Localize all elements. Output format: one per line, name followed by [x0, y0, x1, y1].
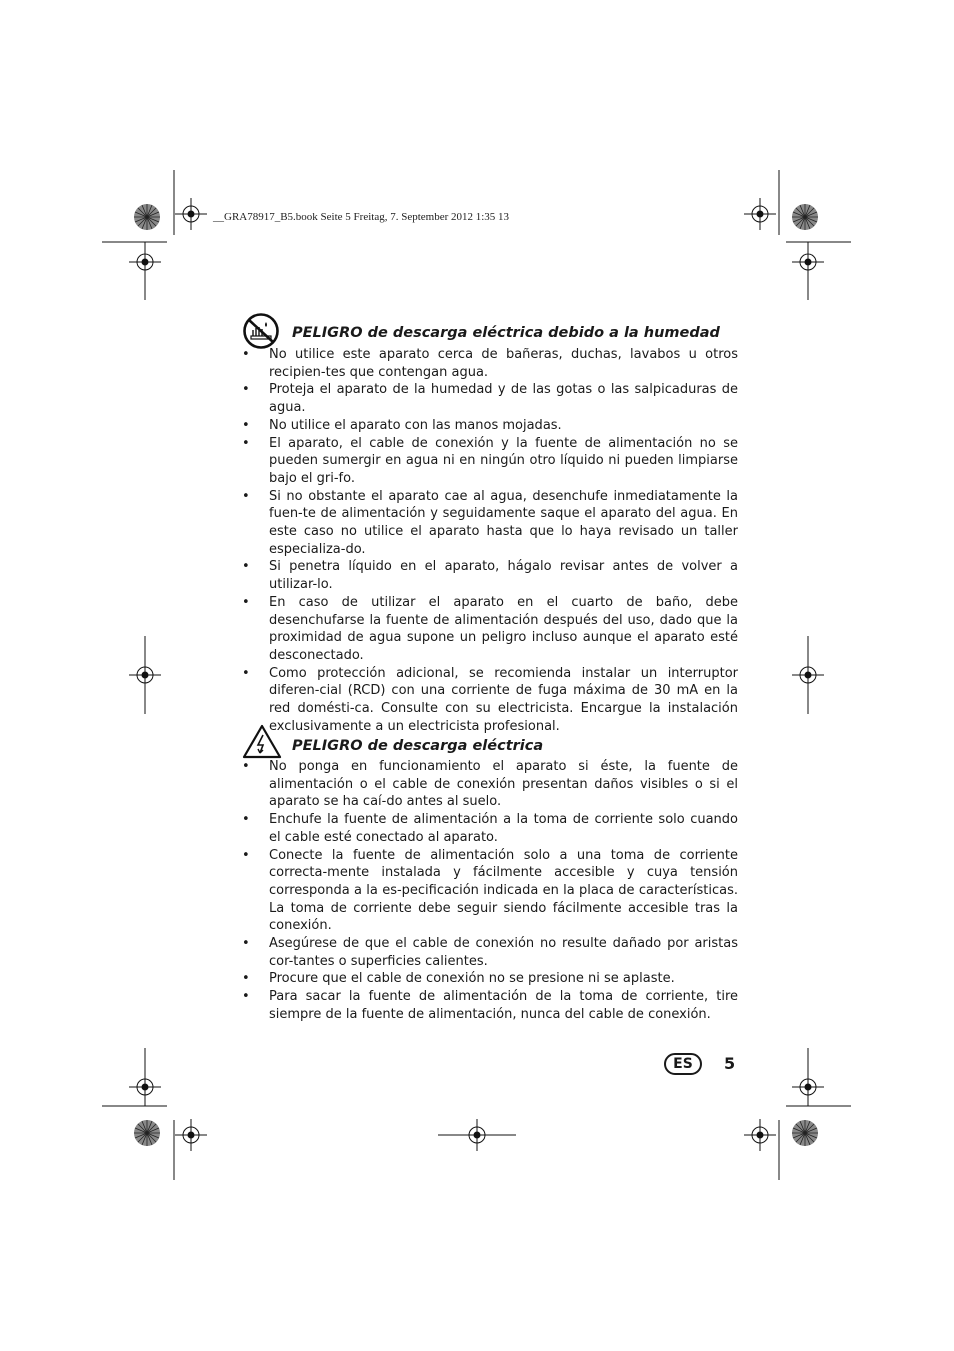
- list-item: • Proteja el aparato de la humedad y de las gotas o las salpicaduras de agua.: [242, 381, 738, 416]
- list-item: • Asegúrese de que el cable de conexión no resulte dañado por aristas cor-tantes o superficies calientes.: [242, 935, 738, 970]
- list-item: • En caso de utilizar el aparato en el cuarto de baño, debe desenchufarse la fuente de alimentación después del uso, dado que la proximidad de agua supone un peligro incluso aunque el aparato esté desconectado.: [242, 594, 738, 665]
- page-number: 5: [724, 1054, 736, 1073]
- section-header: [242, 724, 738, 760]
- language-badge: ES: [664, 1053, 702, 1075]
- section-header: [242, 312, 738, 348]
- list-item: • Conecte la fuente de alimentación solo a una toma de corriente correcta-mente instalada y fácilmente accesible y cuya tensión corresponda a la es-pecificación indicada en la placa de características. La toma de corriente debe seguir siendo fácilmente accesible tras la conexión.: [242, 847, 738, 936]
- list-item: • Si no obstante el aparato cae al agua, desenchufe inmediatamente la fuen-te de alimentación y seguidamente saque el aparato del agua. En este caso no utilice el aparato hasta que lo haya revisado un taller especializa-do.: [242, 488, 738, 559]
- list-item: • No ponga en funcionamiento el aparato si éste, la fuente de alimentación o el cable de conexión presentan daños visibles o si el aparato se ha caí-do antes al suelo.: [242, 758, 738, 811]
- bullet-list: [242, 346, 738, 735]
- list-item: • Para sacar la fuente de alimentación de la toma de corriente, tire siempre de la fuente de alimentación, nunca del cable de conexión.: [242, 988, 738, 1023]
- section-moisture-danger: [242, 312, 738, 735]
- list-item: • No utilice el aparato con las manos mojadas.: [242, 417, 738, 435]
- bullet-list: [242, 758, 738, 1024]
- section-title: PELIGRO de descarga eléctrica: [292, 738, 544, 754]
- list-item: • No utilice este aparato cerca de bañeras, duchas, lavabos u otros recipien-tes que contengan agua.: [242, 346, 738, 381]
- no-water-hand-icon: [242, 312, 280, 350]
- list-item: • El aparato, el cable de conexión y la fuente de alimentación no se pueden sumergir en agua ni en ningún otro líquido ni pueden limpiarse bajo el gri-fo.: [242, 435, 738, 488]
- list-item: • Si penetra líquido en el aparato, hágalo revisar antes de volver a utilizar-lo.: [242, 558, 738, 593]
- section-title: PELIGRO de descarga eléctrica debido a la humedad: [292, 325, 720, 341]
- section-electric-danger: [242, 724, 738, 1024]
- list-item: • Procure que el cable de conexión no se presione ni se aplaste.: [242, 970, 738, 988]
- file-info-header: __GRA78917_B5.book Seite 5 Freitag, 7. September 2012 1:35 13: [213, 211, 510, 223]
- list-item: • Enchufe la fuente de alimentación a la toma de corriente solo cuando el cable esté conectado al aparato.: [242, 811, 738, 846]
- list-item: • Como protección adicional, se recomienda instalar un interruptor diferen-cial (RCD) con una corriente de fuga máxima de 30 mA en la red domésti-ca. Consulte con su electricista. Encargue la instalación exclusivamente a un electricista profesional.: [242, 665, 738, 736]
- electric-hazard-icon: [242, 724, 282, 760]
